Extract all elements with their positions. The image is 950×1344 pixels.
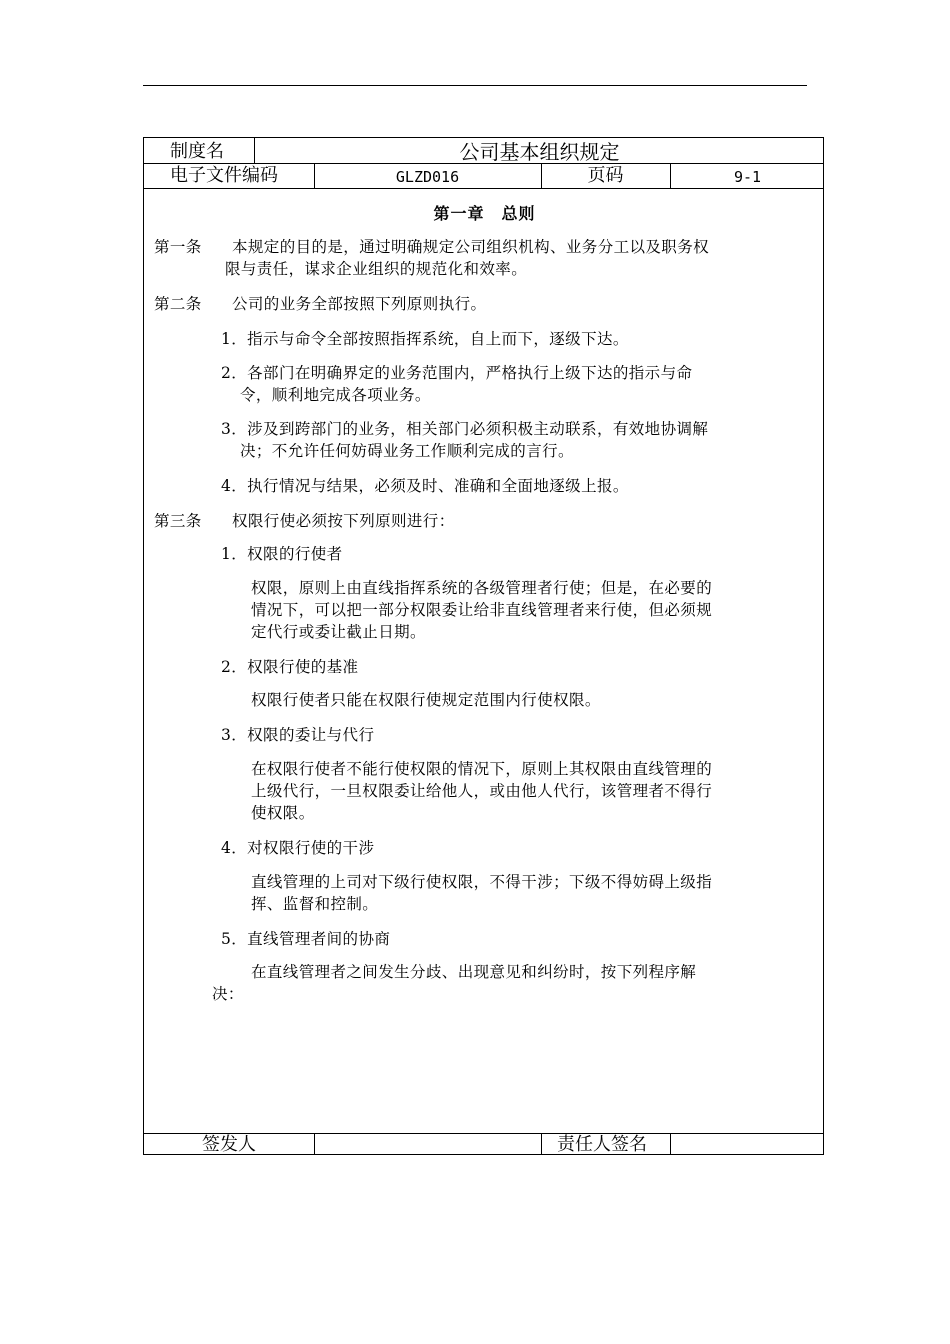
sub-heading: 5．直线管理者间的协商 [221,930,391,948]
regulation-title: 公司基本组织规定 [459,140,620,164]
page-label: 页码 [587,165,624,186]
page-value: 9-1 [733,168,762,186]
list-item: 1．指示与命令全部按照指挥系统，自上而下，逐级下达。 [221,330,629,348]
article-2-label: 第二条 [154,295,202,313]
regulation-name-label: 制度名 [170,141,224,162]
responsible-signature-field[interactable] [670,1133,825,1155]
list-item: 2．各部门在明确界定的业务范围内，严格执行上级下达的指示与命 [221,364,693,382]
list-item-cont: 决；不允许任何妨碍业务工作顺利完成的言行。 [240,442,574,460]
list-item: 3．涉及到跨部门的业务，相关部门必须积极主动联系，有效地协调解 [221,420,709,438]
top-rule [143,85,807,86]
paragraph: 情况下，可以把一部分权限委让给非直线管理者来行使，但必须规 [251,601,713,619]
paragraph: 权限行使者只能在权限行使规定范围内行使权限。 [251,691,601,709]
paragraph: 权限，原则上由直线指挥系统的各级管理者行使；但是，在必要的 [251,579,713,597]
paragraph: 决： [212,985,244,1003]
paragraph: 使权限。 [251,804,315,822]
list-item-cont: 令，顺利地完成各项业务。 [240,386,431,404]
list-item: 4．执行情况与结果，必须及时、准确和全面地逐级上报。 [221,477,629,495]
paragraph: 在直线管理者之间发生分歧、出现意见和纠纷时，按下列程序解 [251,963,697,981]
sub-heading: 1．权限的行使者 [221,545,343,563]
article-1-text: 限与责任，谋求企业组织的规范化和效率。 [225,260,528,278]
col-divider [541,1133,542,1155]
responsible-signature-label: 责任人签名 [557,1134,647,1155]
document-table [143,137,824,1155]
article-2-text: 公司的业务全部按照下列原则执行。 [232,295,487,313]
sub-heading: 4．对权限行使的干涉 [221,839,375,857]
article-1-label: 第一条 [154,238,202,256]
chapter-heading: 第一章 总则 [433,204,536,223]
paragraph: 直线管理的上司对下级行使权限，不得干涉；下级不得妨碍上级指 [251,873,713,891]
sub-heading: 3．权限的委让与代行 [221,726,375,744]
paragraph: 定代行或委让截止日期。 [251,623,426,641]
file-code-label: 电子文件编码 [170,165,278,186]
issuer-field[interactable] [314,1133,541,1155]
article-1-text: 本规定的目的是，通过明确规定公司组织机构、业务分工以及职务权 [232,238,710,256]
file-code-value: GLZD016 [395,168,460,186]
article-3-text: 权限行使必须按下列原则进行： [232,512,455,530]
paragraph: 挥、监督和控制。 [251,895,379,913]
article-3-label: 第三条 [154,512,202,530]
sub-heading: 2．权限行使的基准 [221,658,359,676]
paragraph: 上级代行，一旦权限委让给他人，或由他人代行，该管理者不得行 [251,782,713,800]
paragraph: 在权限行使者不能行使权限的情况下，原则上其权限由直线管理的 [251,760,713,778]
issuer-label: 签发人 [202,1134,256,1155]
